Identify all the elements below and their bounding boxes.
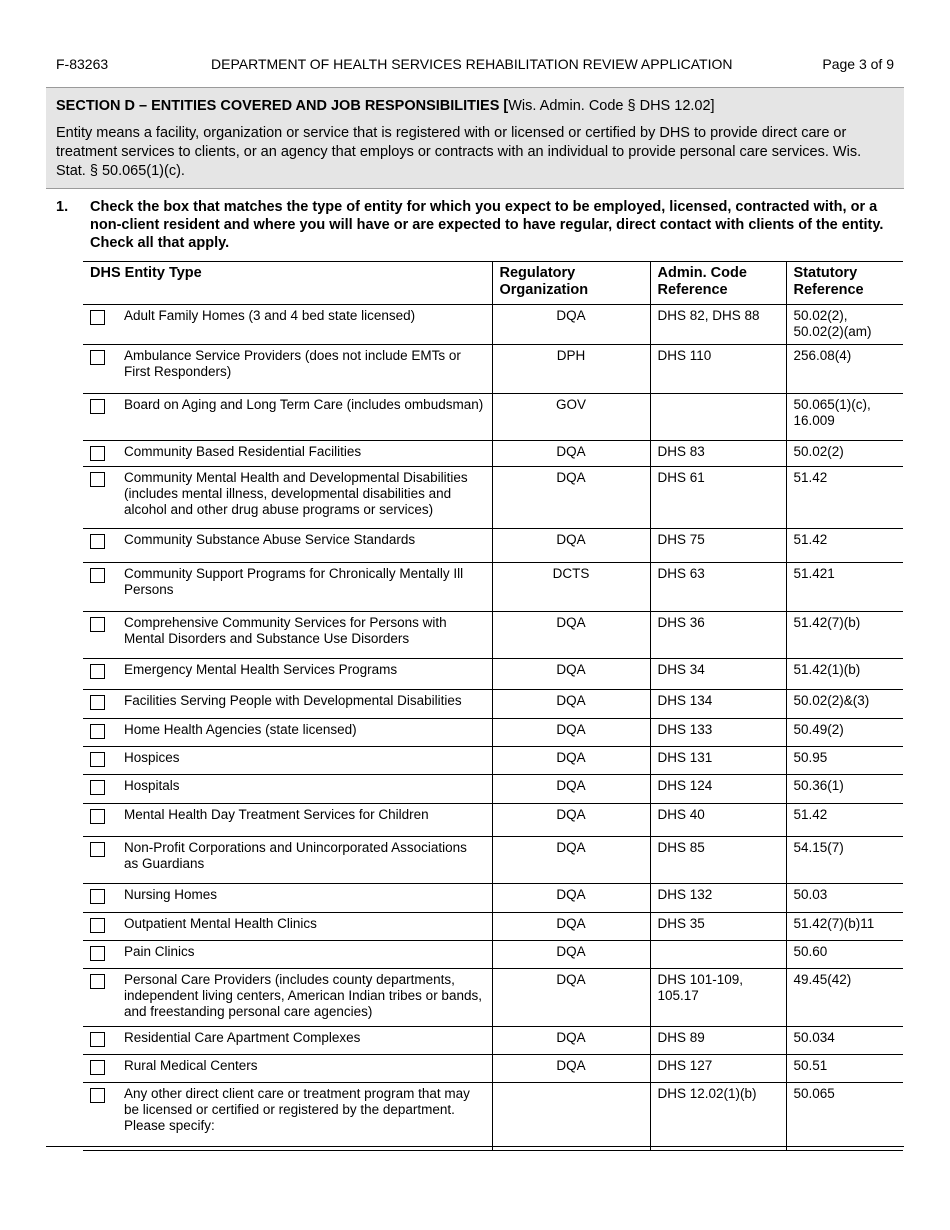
checkbox-cell bbox=[83, 345, 117, 394]
entity-type-cell: Pain Clinics bbox=[117, 941, 492, 969]
entity-type-cell: Community Mental Health and Developmental Disabilities (includes mental illness, developmental disabilities and alcohol and other drug abuse programs or services) bbox=[117, 467, 492, 529]
table-row bbox=[83, 529, 903, 563]
question-text: Check the box that matches the type of entity for which you expect to be employed, licensed, contracted with, or a non-client resident and where you will have or are expected to have regular, direct contact with clients of the entity. Check all that apply. bbox=[90, 199, 884, 251]
table-row bbox=[83, 969, 903, 1027]
checkbox-cell bbox=[83, 563, 117, 612]
admin-code-cell: DHS 75 bbox=[650, 529, 786, 563]
admin-code-cell: DHS 40 bbox=[650, 804, 786, 837]
statutory-ref-cell: 51.42(1)(b) bbox=[786, 659, 903, 690]
admin-code-cell: DHS 101-109, 105.17 bbox=[650, 969, 786, 1027]
admin-code-cell: DHS 34 bbox=[650, 659, 786, 690]
entity-type-cell: Rural Medical Centers bbox=[117, 1055, 492, 1083]
entity-type-cell: Comprehensive Community Services for Persons with Mental Disorders and Substance Use Disorders bbox=[117, 612, 492, 659]
entity-type-cell: Non-Profit Corporations and Unincorporated Associations as Guardians bbox=[117, 837, 492, 884]
header-statutory-ref: Statutory Reference bbox=[786, 262, 903, 305]
statutory-ref-cell: 256.08(4) bbox=[786, 345, 903, 394]
regulatory-org-cell: DQA bbox=[492, 1027, 650, 1055]
table-row bbox=[83, 1083, 903, 1151]
entity-checkbox[interactable] bbox=[90, 664, 105, 679]
regulatory-org-cell: DQA bbox=[492, 529, 650, 563]
statutory-ref-cell: 50.065(1)(c), 16.009 bbox=[786, 394, 903, 441]
entity-checkbox[interactable] bbox=[90, 695, 105, 710]
checkbox-cell bbox=[83, 1083, 117, 1151]
section-title-ref: Wis. Admin. Code § DHS 12.02] bbox=[508, 98, 715, 114]
table-row bbox=[83, 884, 903, 913]
checkbox-cell bbox=[83, 941, 117, 969]
checkbox-cell bbox=[83, 659, 117, 690]
entity-type-cell: Mental Health Day Treatment Services for Children bbox=[117, 804, 492, 837]
checkbox-cell bbox=[83, 1027, 117, 1055]
table-row bbox=[83, 467, 903, 529]
entity-type-cell: Adult Family Homes (3 and 4 bed state licensed) bbox=[117, 305, 492, 345]
entity-checkbox[interactable] bbox=[90, 1032, 105, 1047]
checkbox-cell bbox=[83, 467, 117, 529]
checkbox-cell bbox=[83, 690, 117, 719]
regulatory-org-cell: DQA bbox=[492, 775, 650, 804]
statutory-ref-cell: 51.42 bbox=[786, 467, 903, 529]
checkbox-cell bbox=[83, 612, 117, 659]
checkbox-cell bbox=[83, 394, 117, 441]
statutory-ref-cell: 54.15(7) bbox=[786, 837, 903, 884]
admin-code-cell bbox=[650, 941, 786, 969]
entity-table bbox=[83, 261, 903, 1151]
checkbox-cell bbox=[83, 969, 117, 1027]
entity-type-cell: Hospitals bbox=[117, 775, 492, 804]
page-header bbox=[56, 56, 894, 76]
regulatory-org-cell bbox=[492, 1083, 650, 1151]
section-title-bold: SECTION D – ENTITIES COVERED AND JOB RESPONSIBILITIES [ bbox=[56, 98, 509, 114]
checkbox-cell bbox=[83, 305, 117, 345]
admin-code-cell: DHS 61 bbox=[650, 467, 786, 529]
statutory-ref-cell: 50.02(2)&(3) bbox=[786, 690, 903, 719]
entity-checkbox[interactable] bbox=[90, 1060, 105, 1075]
table-row bbox=[83, 1027, 903, 1055]
regulatory-org-cell: DQA bbox=[492, 719, 650, 747]
admin-code-cell: DHS 134 bbox=[650, 690, 786, 719]
regulatory-org-cell: DQA bbox=[492, 747, 650, 775]
entity-checkbox[interactable] bbox=[90, 889, 105, 904]
statutory-ref-cell: 51.42 bbox=[786, 804, 903, 837]
table-row bbox=[83, 1055, 903, 1083]
statutory-ref-cell: 50.03 bbox=[786, 884, 903, 913]
table-row bbox=[83, 804, 903, 837]
entity-type-cell: Residential Care Apartment Complexes bbox=[117, 1027, 492, 1055]
entity-type-cell: Community Based Residential Facilities bbox=[117, 441, 492, 467]
statutory-ref-cell: 50.49(2) bbox=[786, 719, 903, 747]
regulatory-org-cell: DQA bbox=[492, 305, 650, 345]
header-admin-code: Admin. Code Reference bbox=[650, 262, 786, 305]
regulatory-org-cell: DQA bbox=[492, 804, 650, 837]
regulatory-org-cell: DQA bbox=[492, 659, 650, 690]
admin-code-cell: DHS 35 bbox=[650, 913, 786, 941]
admin-code-cell: DHS 127 bbox=[650, 1055, 786, 1083]
entity-checkbox[interactable] bbox=[90, 946, 105, 961]
page-number: Page 3 of 9 bbox=[822, 56, 894, 72]
admin-code-cell: DHS 85 bbox=[650, 837, 786, 884]
entity-type-cell: Ambulance Service Providers (does not include EMTs or First Responders) bbox=[117, 345, 492, 394]
entity-type-cell: Emergency Mental Health Services Programs bbox=[117, 659, 492, 690]
entity-checkbox[interactable] bbox=[90, 809, 105, 824]
entity-type-cell: Board on Aging and Long Term Care (includes ombudsman) bbox=[117, 394, 492, 441]
table-row bbox=[83, 659, 903, 690]
table-bottom-rule bbox=[46, 1146, 904, 1147]
entity-checkbox[interactable] bbox=[90, 310, 105, 325]
regulatory-org-cell: DQA bbox=[492, 1055, 650, 1083]
table-row bbox=[83, 837, 903, 884]
statutory-ref-cell: 50.065 bbox=[786, 1083, 903, 1151]
regulatory-org-cell: DQA bbox=[492, 467, 650, 529]
table-row bbox=[83, 913, 903, 941]
statutory-ref-cell: 50.51 bbox=[786, 1055, 903, 1083]
checkbox-cell bbox=[83, 884, 117, 913]
entity-type-cell: Any other direct client care or treatment program that may be licensed or certified or registered by the department. Please specify: bbox=[117, 1083, 492, 1151]
table-row bbox=[83, 747, 903, 775]
entity-type-cell: Home Health Agencies (state licensed) bbox=[117, 719, 492, 747]
regulatory-org-cell: DQA bbox=[492, 913, 650, 941]
statutory-ref-cell: 50.60 bbox=[786, 941, 903, 969]
regulatory-org-cell: DQA bbox=[492, 941, 650, 969]
table-header-row bbox=[83, 262, 903, 305]
regulatory-org-cell: DQA bbox=[492, 837, 650, 884]
admin-code-cell: DHS 131 bbox=[650, 747, 786, 775]
statutory-ref-cell: 51.42(7)(b) bbox=[786, 612, 903, 659]
admin-code-cell: DHS 124 bbox=[650, 775, 786, 804]
admin-code-cell: DHS 110 bbox=[650, 345, 786, 394]
statutory-ref-cell: 50.02(2), 50.02(2)(am) bbox=[786, 305, 903, 345]
entity-checkbox[interactable] bbox=[90, 1088, 105, 1103]
checkbox-cell bbox=[83, 441, 117, 467]
statutory-ref-cell: 50.36(1) bbox=[786, 775, 903, 804]
department-title: DEPARTMENT OF HEALTH SERVICES REHABILITATION REVIEW APPLICATION bbox=[211, 56, 733, 72]
regulatory-org-cell: DPH bbox=[492, 345, 650, 394]
entity-type-cell: Outpatient Mental Health Clinics bbox=[117, 913, 492, 941]
table-row bbox=[83, 612, 903, 659]
entity-checkbox[interactable] bbox=[90, 918, 105, 933]
statutory-ref-cell: 49.45(42) bbox=[786, 969, 903, 1027]
question-number: 1. bbox=[56, 199, 69, 215]
entity-type-cell: Hospices bbox=[117, 747, 492, 775]
entity-checkbox[interactable] bbox=[90, 617, 105, 632]
admin-code-cell: DHS 12.02(1)(b) bbox=[650, 1083, 786, 1151]
table-row bbox=[83, 563, 903, 612]
statutory-ref-cell: 50.034 bbox=[786, 1027, 903, 1055]
entity-checkbox[interactable] bbox=[90, 472, 105, 487]
table-row bbox=[83, 345, 903, 394]
entity-type-cell: Facilities Serving People with Developmental Disabilities bbox=[117, 690, 492, 719]
checkbox-cell bbox=[83, 913, 117, 941]
entity-type-cell: Community Substance Abuse Service Standards bbox=[117, 529, 492, 563]
table-row bbox=[83, 719, 903, 747]
section-title bbox=[56, 98, 715, 114]
entity-checkbox[interactable] bbox=[90, 350, 105, 365]
entity-checkbox[interactable] bbox=[90, 568, 105, 583]
statutory-ref-cell: 50.02(2) bbox=[786, 441, 903, 467]
entity-type-cell: Personal Care Providers (includes county departments, independent living centers, American Indian tribes or bands, and freestanding personal care agencies) bbox=[117, 969, 492, 1027]
table-row bbox=[83, 775, 903, 804]
checkbox-cell bbox=[83, 804, 117, 837]
section-description: Entity means a facility, organization or service that is registered with or licensed or certified by DHS to provide direct care or treatment services to clients, or an agency that employs or contracts with an individual to provide personal care services. Wis. Stat. § 50.065(1)(c). bbox=[56, 125, 862, 179]
checkbox-cell bbox=[83, 719, 117, 747]
regulatory-org-cell: DCTS bbox=[492, 563, 650, 612]
admin-code-cell: DHS 83 bbox=[650, 441, 786, 467]
form-id: F-83263 bbox=[56, 56, 109, 72]
admin-code-cell: DHS 82, DHS 88 bbox=[650, 305, 786, 345]
statutory-ref-cell: 51.42(7)(b)11 bbox=[786, 913, 903, 941]
entity-checkbox[interactable] bbox=[90, 446, 105, 461]
admin-code-cell: DHS 89 bbox=[650, 1027, 786, 1055]
section-d-box bbox=[46, 87, 904, 189]
entity-checkbox[interactable] bbox=[90, 780, 105, 795]
regulatory-org-cell: GOV bbox=[492, 394, 650, 441]
statutory-ref-cell: 50.95 bbox=[786, 747, 903, 775]
checkbox-cell bbox=[83, 747, 117, 775]
admin-code-cell: DHS 36 bbox=[650, 612, 786, 659]
statutory-ref-cell: 51.42 bbox=[786, 529, 903, 563]
admin-code-cell: DHS 133 bbox=[650, 719, 786, 747]
checkbox-cell bbox=[83, 529, 117, 563]
entity-checkbox[interactable] bbox=[90, 724, 105, 739]
admin-code-cell: DHS 63 bbox=[650, 563, 786, 612]
checkbox-cell bbox=[83, 837, 117, 884]
table-row bbox=[83, 305, 903, 345]
entity-checkbox[interactable] bbox=[90, 974, 105, 989]
checkbox-cell bbox=[83, 775, 117, 804]
entity-checkbox[interactable] bbox=[90, 399, 105, 414]
entity-checkbox[interactable] bbox=[90, 534, 105, 549]
header-regulatory-org: Regulatory Organization bbox=[492, 262, 650, 305]
regulatory-org-cell: DQA bbox=[492, 441, 650, 467]
admin-code-cell: DHS 132 bbox=[650, 884, 786, 913]
table-row bbox=[83, 941, 903, 969]
regulatory-org-cell: DQA bbox=[492, 690, 650, 719]
table-row bbox=[83, 441, 903, 467]
regulatory-org-cell: DQA bbox=[492, 969, 650, 1027]
admin-code-cell bbox=[650, 394, 786, 441]
regulatory-org-cell: DQA bbox=[492, 612, 650, 659]
table-row bbox=[83, 690, 903, 719]
checkbox-cell bbox=[83, 1055, 117, 1083]
entity-type-cell: Community Support Programs for Chronically Mentally Ill Persons bbox=[117, 563, 492, 612]
table-row bbox=[83, 394, 903, 441]
regulatory-org-cell: DQA bbox=[492, 884, 650, 913]
header-entity-type: DHS Entity Type bbox=[83, 262, 492, 305]
statutory-ref-cell: 51.421 bbox=[786, 563, 903, 612]
entity-type-cell: Nursing Homes bbox=[117, 884, 492, 913]
entity-checkbox[interactable] bbox=[90, 752, 105, 767]
entity-checkbox[interactable] bbox=[90, 842, 105, 857]
